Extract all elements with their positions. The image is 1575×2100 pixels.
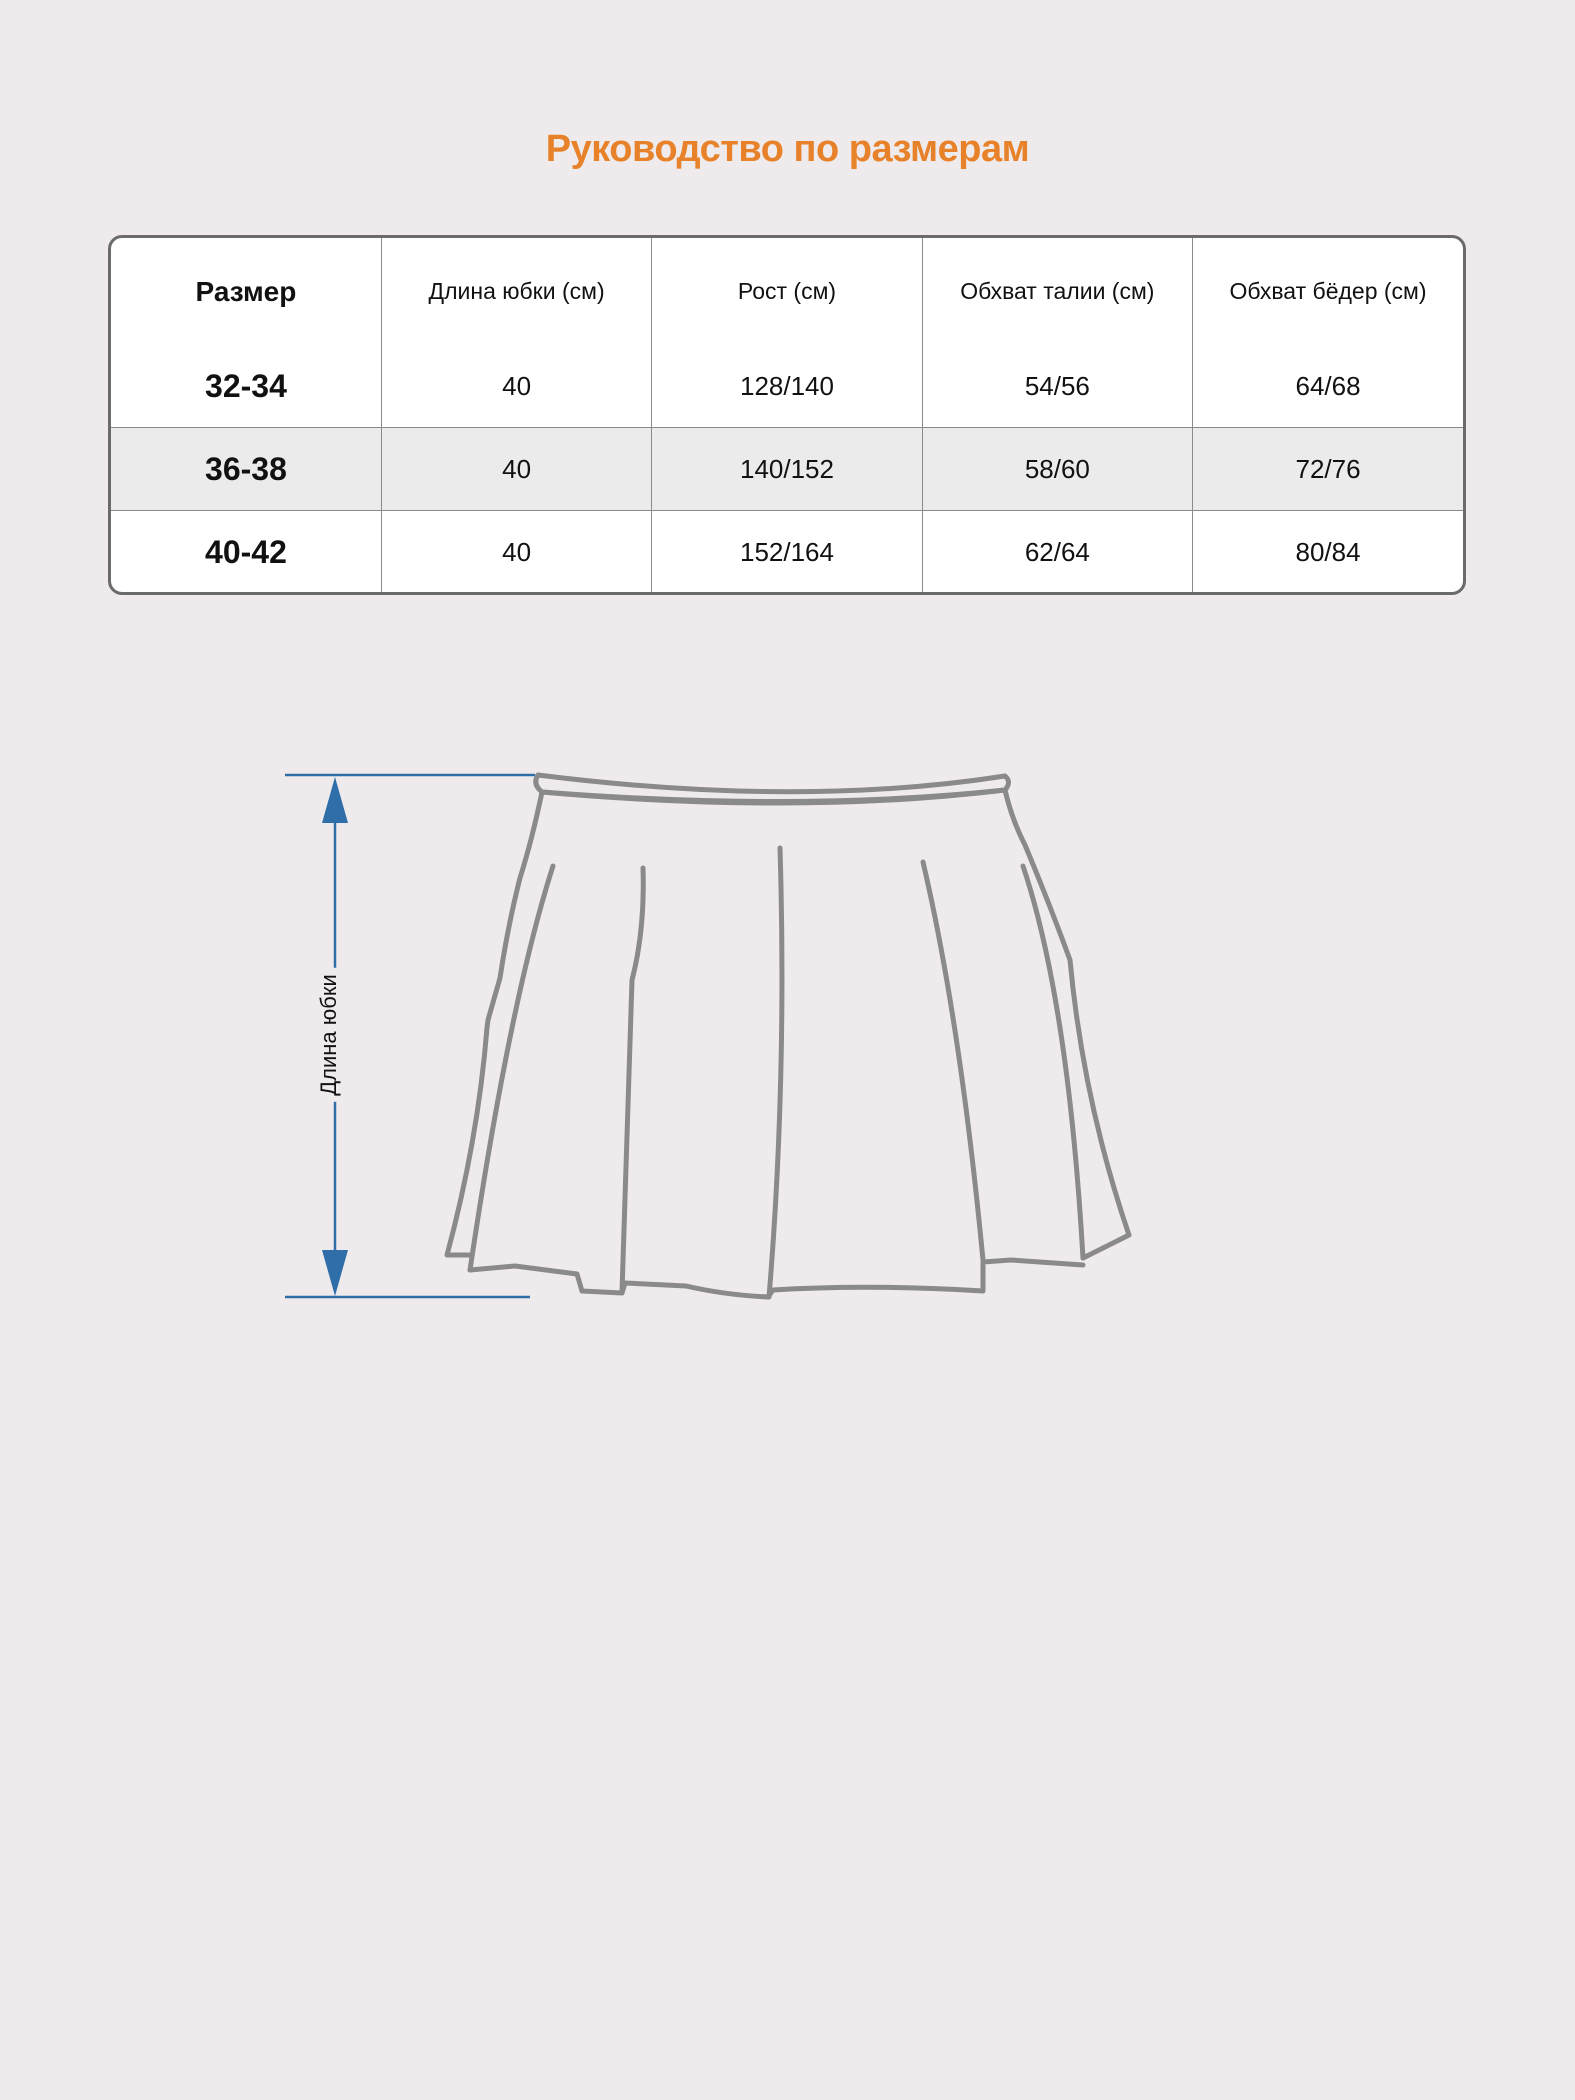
cell-waist: 54/56: [922, 345, 1192, 428]
cell-hips: 80/84: [1295, 536, 1361, 567]
skirt-pleat-3: [923, 862, 983, 1260]
header-skirt-length: Длина юбки (см): [381, 238, 651, 345]
cell-size: 40-42: [111, 511, 381, 594]
skirt-hem: [470, 1260, 1083, 1297]
dimension-arrow-down-icon: [322, 1250, 348, 1296]
skirt-left-side: [447, 792, 542, 1255]
cell-size: 32-34: [111, 345, 381, 428]
cell-height: 152/164: [652, 511, 922, 594]
skirt-pleat-2: [769, 848, 782, 1297]
header-waist: Обхват талии (см): [922, 238, 1192, 345]
header-size: Размер: [111, 238, 381, 345]
table-row: [111, 511, 1463, 594]
cell-skirt-length: 40: [381, 428, 651, 511]
header-hips: Обхват бёдер (см): [1229, 278, 1427, 304]
cell-waist: 62/64: [922, 511, 1192, 594]
cell-height: 128/140: [652, 345, 922, 428]
skirt-right-fold: [1023, 866, 1083, 1258]
skirt-diagram: [0, 740, 1575, 1340]
dimension-arrow-up-icon: [322, 777, 348, 823]
table-header-row: [111, 238, 1463, 345]
cell-size: 36-38: [111, 428, 381, 511]
cell-skirt-length: 40: [381, 345, 651, 428]
size-table: [108, 235, 1466, 595]
cell-hips: 72/76: [1193, 428, 1463, 511]
cell-hips: 64/68: [1193, 345, 1463, 428]
skirt-pleat-1: [622, 868, 643, 1292]
table-row: [111, 345, 1463, 428]
page-title: Руководство по размерам: [545, 128, 1030, 170]
skirt-length-label: Длина юбки: [316, 968, 342, 1102]
cell-skirt-length: 40: [381, 511, 651, 594]
skirt-outline: [447, 775, 1129, 1297]
skirt-right-side: [1005, 790, 1129, 1258]
header-height: Рост (см): [652, 238, 922, 345]
cell-height: 140/152: [652, 428, 922, 511]
table-row: [111, 428, 1463, 511]
cell-waist: 58/60: [922, 428, 1192, 511]
